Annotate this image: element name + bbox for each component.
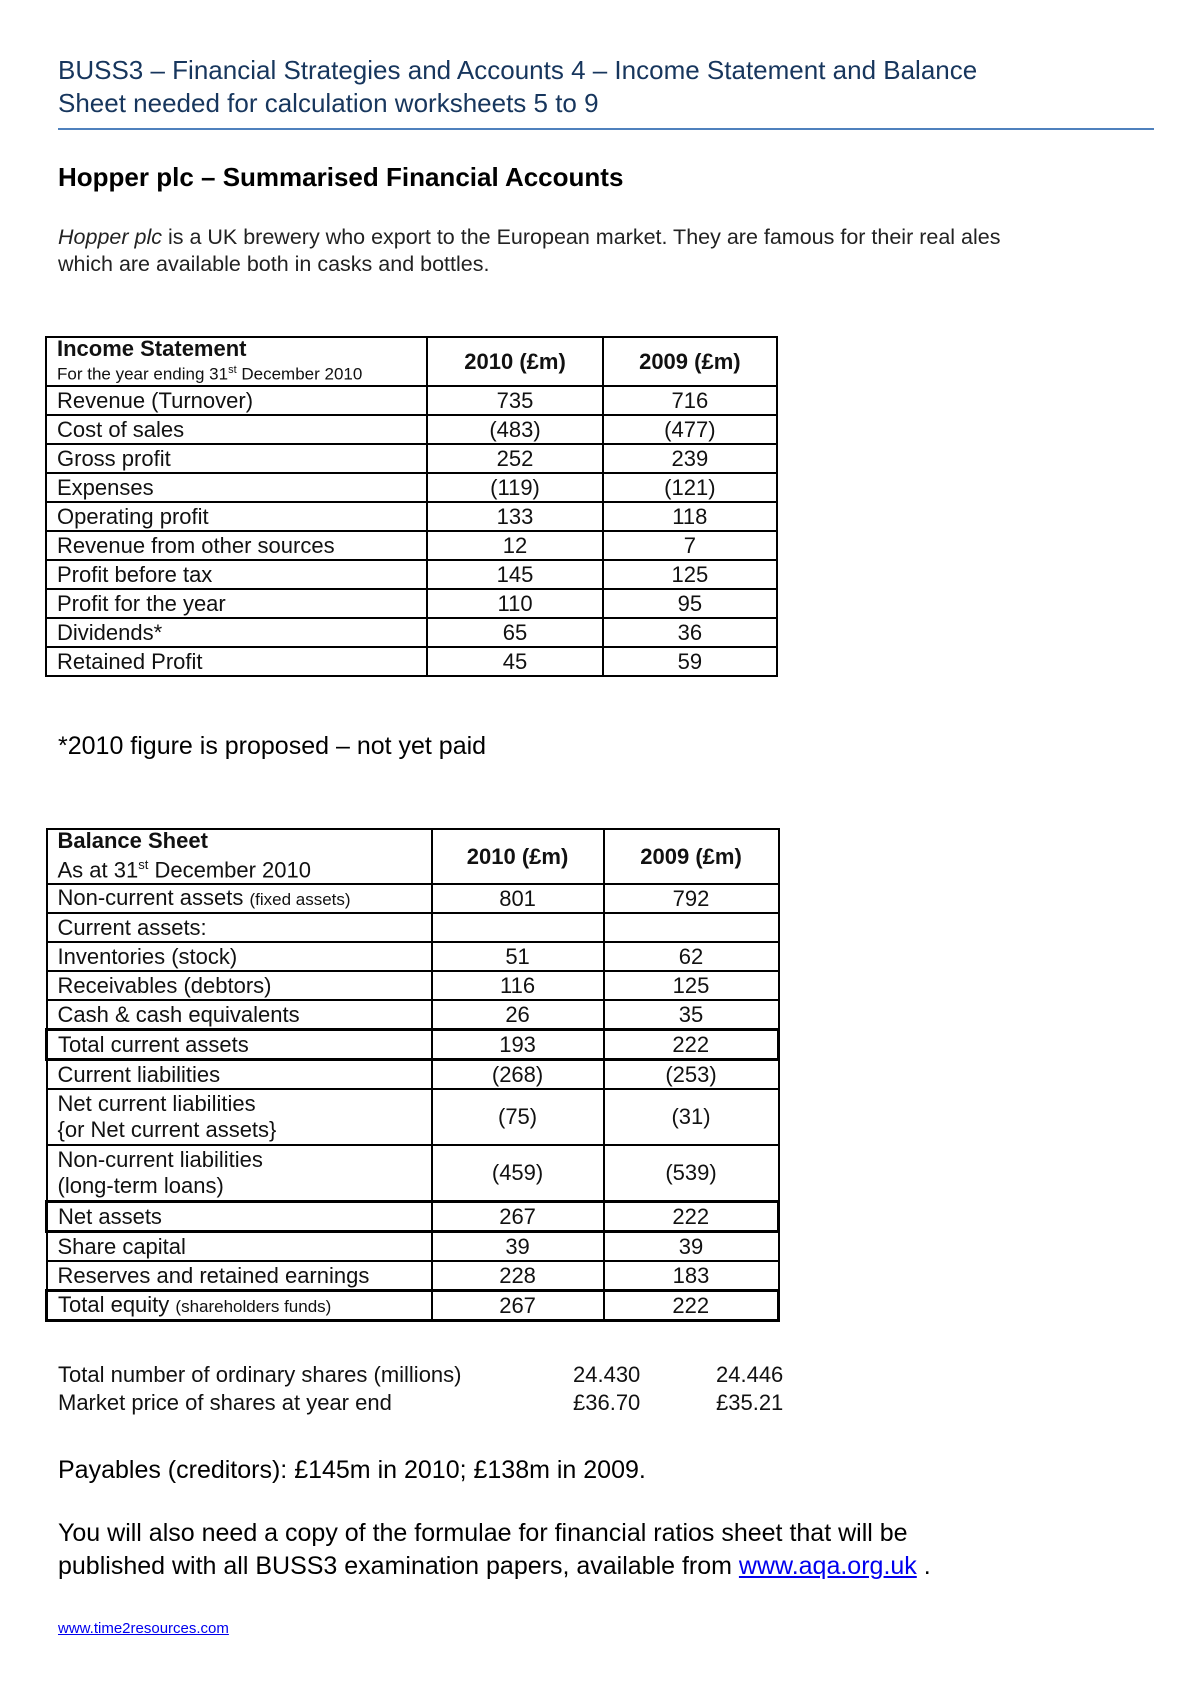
row-label: Revenue from other sources xyxy=(46,531,427,560)
share-price-2009: £35.21 xyxy=(716,1390,784,1415)
value-2009: 39 xyxy=(604,1232,779,1262)
intro-paragraph xyxy=(58,224,1158,278)
value-2009: 35 xyxy=(604,1000,779,1030)
value-2010: 26 xyxy=(432,1000,604,1030)
row-label: Dividends* xyxy=(46,618,427,647)
row-label: Non-current assets (fixed assets) xyxy=(47,884,432,913)
balance-header-row xyxy=(47,829,779,884)
row-label: Gross profit xyxy=(46,444,427,473)
table-row xyxy=(47,1089,779,1145)
row-label: Current assets: xyxy=(47,913,432,942)
value-2009: 716 xyxy=(603,386,777,415)
income-title-cell xyxy=(46,337,427,386)
value-2010: 51 xyxy=(432,942,604,971)
table-row xyxy=(47,913,779,942)
value-2009: 222 xyxy=(604,1030,779,1060)
table-row xyxy=(47,1145,779,1202)
dividend-note: *2010 figure is proposed – not yet paid xyxy=(58,732,487,760)
value-2010: (459) xyxy=(432,1145,604,1202)
value-2010: 252 xyxy=(427,444,602,473)
document-header xyxy=(58,54,1154,130)
value-2009: (121) xyxy=(603,473,777,502)
table-row xyxy=(47,1261,779,1291)
table-row-total-current-assets xyxy=(47,1030,779,1060)
income-subtitle: For the year ending 31st December 2010 xyxy=(57,364,363,384)
share-info xyxy=(58,1361,818,1417)
value-2010: (75) xyxy=(432,1089,604,1145)
row-label: Net assets xyxy=(47,1202,432,1232)
value-2009: 7 xyxy=(603,531,777,560)
row-label: Cost of sales xyxy=(46,415,427,444)
row-label: Cash & cash equivalents xyxy=(47,1000,432,1030)
row-label: Profit for the year xyxy=(46,589,427,618)
value-2010: (483) xyxy=(427,415,602,444)
value-2010 xyxy=(432,913,604,942)
value-2010: 45 xyxy=(427,647,602,676)
table-row xyxy=(47,942,779,971)
share-count-row xyxy=(58,1361,818,1389)
value-2010: 267 xyxy=(432,1291,604,1321)
formulae-note-line-2: published with all BUSS3 examination papers, available from www.aqa.org.uk . xyxy=(58,1552,931,1580)
table-row xyxy=(47,1060,779,1090)
income-statement-table xyxy=(45,336,778,677)
row-label: Current liabilities xyxy=(47,1060,432,1090)
aqa-link[interactable]: www.aqa.org.uk xyxy=(738,1552,917,1580)
value-2009: (539) xyxy=(604,1145,779,1202)
table-row xyxy=(47,971,779,1000)
table-row xyxy=(46,444,777,473)
share-count-label: Total number of ordinary shares (millions) xyxy=(58,1362,462,1387)
value-2010: 65 xyxy=(427,618,602,647)
value-2009: 239 xyxy=(603,444,777,473)
table-row xyxy=(46,560,777,589)
value-2009: (477) xyxy=(603,415,777,444)
share-count-2009: 24.446 xyxy=(716,1362,784,1387)
row-label: Total current assets xyxy=(47,1030,432,1060)
intro-text-2: which are available both in casks and bottles. xyxy=(58,252,490,276)
share-count-2010: 24.430 xyxy=(573,1362,641,1387)
value-2009: 183 xyxy=(604,1261,779,1291)
share-price-label: Market price of shares at year end xyxy=(58,1390,392,1415)
table-row xyxy=(46,618,777,647)
table-row xyxy=(46,647,777,676)
header-line-1: BUSS3 – Financial Strategies and Accounts 4 – Income Statement and Balance xyxy=(58,55,978,85)
value-2010: 735 xyxy=(427,386,602,415)
value-2010: 39 xyxy=(432,1232,604,1262)
row-label: Operating profit xyxy=(46,502,427,531)
row-label: Profit before tax xyxy=(46,560,427,589)
table-row xyxy=(46,386,777,415)
value-2009: 95 xyxy=(603,589,777,618)
value-2009: 792 xyxy=(604,884,779,913)
row-label: Receivables (debtors) xyxy=(47,971,432,1000)
value-2010: 267 xyxy=(432,1202,604,1232)
value-2010: (268) xyxy=(432,1060,604,1090)
income-title: Income Statement xyxy=(57,336,247,362)
value-2009: 125 xyxy=(603,560,777,589)
value-2010: (119) xyxy=(427,473,602,502)
balance-subtitle: As at 31st December 2010 xyxy=(57,857,311,883)
table-row xyxy=(46,502,777,531)
value-2009: 222 xyxy=(604,1291,779,1321)
table-row-net-assets xyxy=(47,1202,779,1232)
value-2009: 125 xyxy=(604,971,779,1000)
share-price-row xyxy=(58,1389,818,1417)
value-2010: 801 xyxy=(432,884,604,913)
table-row xyxy=(47,1232,779,1262)
value-2009: (31) xyxy=(604,1089,779,1145)
table-row-total-equity xyxy=(47,1291,779,1321)
row-label: Retained Profit xyxy=(46,647,427,676)
table-row xyxy=(47,884,779,913)
value-2010: 193 xyxy=(432,1030,604,1060)
row-label: Non-current liabilities (long-term loans) xyxy=(47,1145,432,1202)
income-col-2009: 2009 (£m) xyxy=(603,337,777,386)
value-2009: 62 xyxy=(604,942,779,971)
share-price-2010: £36.70 xyxy=(573,1390,641,1415)
header-line-2: Sheet needed for calculation worksheets 5 to 9 xyxy=(58,88,599,118)
section-title: Hopper plc – Summarised Financial Accounts xyxy=(58,162,624,192)
value-2009: 36 xyxy=(603,618,777,647)
row-label: Total equity (shareholders funds) xyxy=(47,1291,432,1321)
value-2009 xyxy=(604,913,779,942)
value-2010: 228 xyxy=(432,1261,604,1291)
table-row xyxy=(46,473,777,502)
value-2010: 116 xyxy=(432,971,604,1000)
value-2010: 145 xyxy=(427,560,602,589)
value-2010: 12 xyxy=(427,531,602,560)
table-row xyxy=(46,415,777,444)
row-label: Inventories (stock) xyxy=(47,942,432,971)
income-header-row xyxy=(46,337,777,386)
table-row xyxy=(46,589,777,618)
table-row xyxy=(46,531,777,560)
value-2009: 118 xyxy=(603,502,777,531)
balance-sheet-table xyxy=(45,828,780,1322)
payables-note: Payables (creditors): £145m in 2010; £138m in 2009. xyxy=(58,1456,646,1484)
row-label: Revenue (Turnover) xyxy=(46,386,427,415)
balance-title: Balance Sheet xyxy=(57,828,208,853)
row-label: Expenses xyxy=(46,473,427,502)
formulae-note xyxy=(58,1517,1158,1583)
formulae-note-line-1: You will also need a copy of the formulae for financial ratios sheet that will be xyxy=(58,1519,908,1547)
value-2009: 222 xyxy=(604,1202,779,1232)
value-2009: 59 xyxy=(603,647,777,676)
intro-text-1: is a UK brewery who export to the European market. They are famous for their real ales xyxy=(161,225,1001,249)
footer-link[interactable]: www.time2resources.com xyxy=(58,1620,229,1637)
value-2010: 110 xyxy=(427,589,602,618)
row-label: Share capital xyxy=(47,1232,432,1262)
value-2009: (253) xyxy=(604,1060,779,1090)
row-label: Net current liabilities {or Net current assets} xyxy=(47,1089,432,1145)
balance-col-2010: 2010 (£m) xyxy=(432,829,604,884)
balance-title-cell xyxy=(47,829,432,884)
table-row xyxy=(47,1000,779,1030)
income-col-2010: 2010 (£m) xyxy=(427,337,602,386)
company-name: Hopper plc xyxy=(58,225,162,249)
value-2010: 133 xyxy=(427,502,602,531)
row-label: Reserves and retained earnings xyxy=(47,1261,432,1291)
balance-col-2009: 2009 (£m) xyxy=(604,829,779,884)
